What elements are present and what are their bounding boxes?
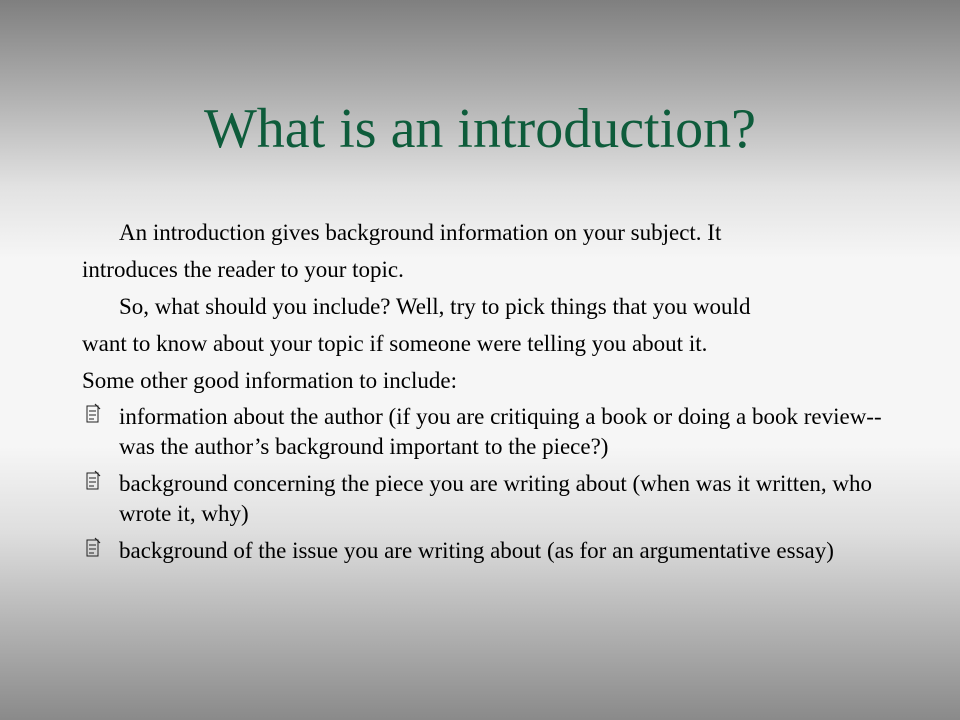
bullet-text: information about the author (if you are critiquing a book or doing a book review--was the author’s background important to the piece?) [119,404,882,459]
bullet-list [82,402,902,566]
paragraph-1-line-1 [82,214,902,251]
slide-title: What is an introduction? [203,98,757,160]
list-item [82,469,902,529]
emphasized-word: introduces [82,257,178,282]
pencil-icon [84,537,102,559]
list-item [82,402,902,462]
paragraph-1-text: An introduction gives background information on your subject. It [119,220,722,245]
bullet-text: background concerning the piece you are writing about (when was it written, who wrote it, why) [119,471,873,526]
list-item [82,536,902,566]
paragraph-2-line-1: So, what should you include? Well, try to pick things that you would [119,294,751,319]
paragraph-1-rest: the reader to your topic. [177,257,404,282]
bullet-text: background of the issue you are writing about (as for an argumentative essay) [119,538,834,563]
pencil-icon [84,470,102,492]
paragraph-2-line-2: want to know about your topic if someone were telling you about it. [82,331,708,356]
list-intro: Some other good information to include: [82,368,457,393]
paragraph-1-line-2 [82,251,902,288]
slide-body [82,214,902,573]
pencil-icon [84,403,102,425]
